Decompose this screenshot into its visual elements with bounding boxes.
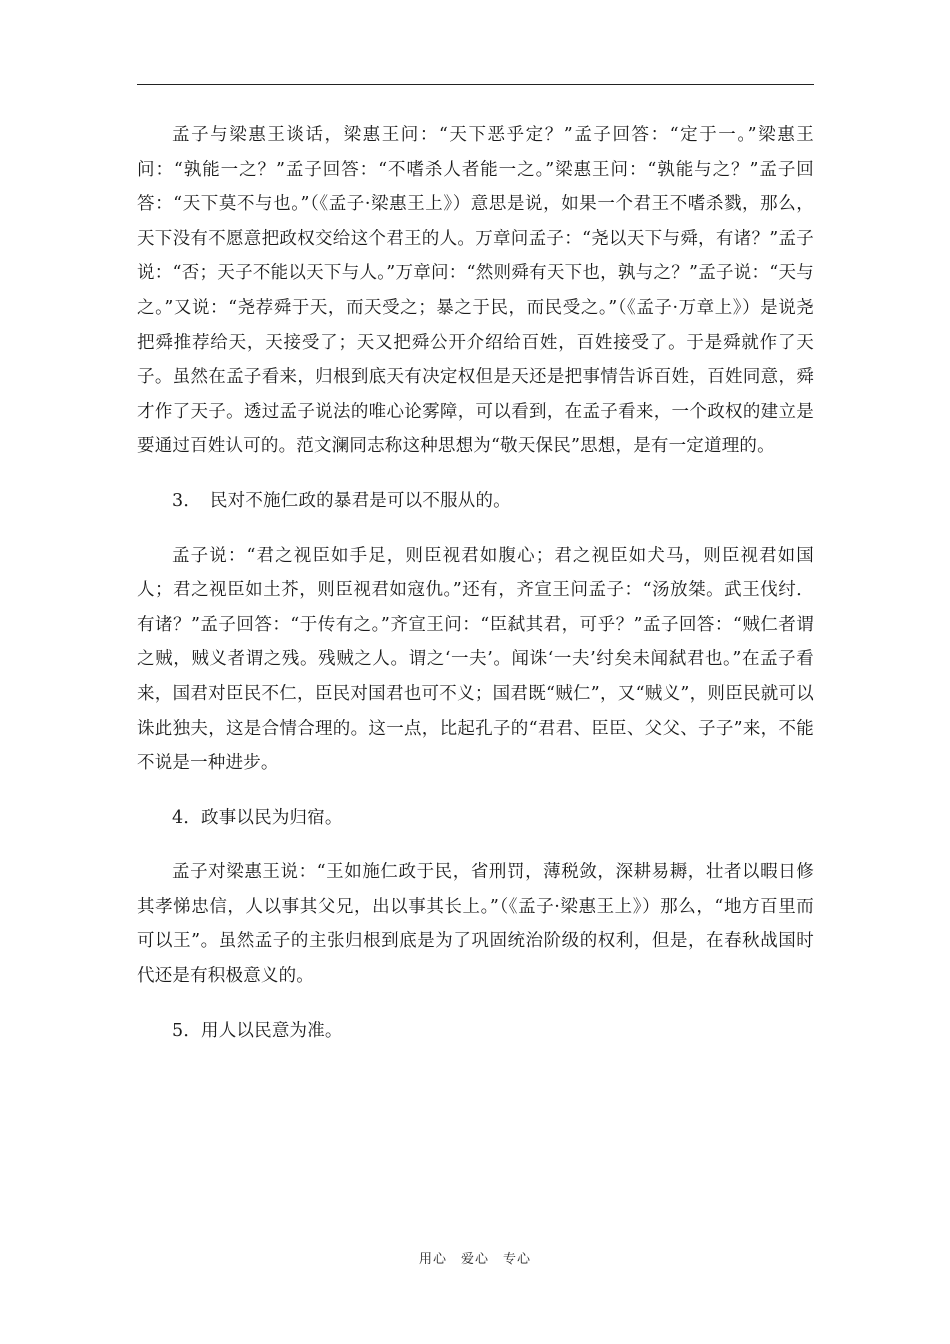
- paragraph: 孟子说：“君之视臣如手足，则臣视君如腹心；君之视臣如犬马，则臣视君如国人；君之视臣如土芥，则臣视君如寇仇。”还有，齐宣王问孟子：“汤放桀。武王伐纣．有诸？”孟子回答：“于传有之。”齐宣王问：“臣弑其君，可乎？”孟子回答：“贼仁者谓之贼，贼义者谓之残。残贼之人。谓之‘一夫’。闻诛‘一夫’纣矣未闻弑君也。”在孟子看来，国君对臣民不仁，臣民对国君也可不义；国君既“贼仁”，又“贼义”，则臣民就可以诛此独夫，这是合情合理的。这一点，比起孔子的“君君、臣臣、父父、子子”来，不能不说是一种进步。: [137, 545, 814, 774]
- header-rule: [137, 84, 814, 85]
- section-heading: 4．政事以民为归宿。: [172, 807, 343, 828]
- section-heading: 5．用人以民意为准。: [172, 1020, 343, 1041]
- paragraph: 孟子与梁惠王谈话，梁惠王问：“天下恶乎定？”孟子回答：“定于一。”梁惠王问：“孰能一之？”孟子回答：“不嗜杀人者能一之。”梁惠王问：“孰能与之？”孟子回答：“天下莫不与也。”（《孟子·梁惠王上》）意思是说，如果一个君王不嗜杀戮，那么，天下没有不愿意把政权交给这个君王的人。万章问孟子：“尧以天下与舜，有诸？”孟子说：“否；天子不能以天下与人。”万章问：“然则舜有天下也，孰与之？”孟子说：“天与之。”又说：“尧荐舜于天，而天受之；暴之于民，而民受之。”（《孟子·万章上》）是说尧把舜推荐给天，天接受了；天又把舜公开介绍给百姓，百姓接受了。于是舜就作了天子。虽然在孟子看来，归根到底天有决定权但是天还是把事情告诉百姓，百姓同意，舜才作了天子。透过孟子说法的唯心论雾障，可以看到，在孟子看来，一个政权的建立是要通过百姓认可的。范文澜同志称这种思想为“敬天保民”思想，是有一定道理的。: [137, 125, 814, 457]
- paragraph: 孟子对梁惠王说：“王如施仁政于民，省刑罚，薄税敛，深耕易耨，壮者以暇日修其孝悌忠信，人以事其父兄，出以事其长上。”（《孟子·梁惠王上》）那么，“地方百里而可以王”。虽然孟子的主张归根到底是为了巩固统治阶级的权利，但是，在春秋战国时代还是有积极意义的。: [137, 862, 814, 987]
- document-body: [137, 118, 814, 1048]
- section-heading: 3． 民对不施仁政的暴君是可以不服从的。: [172, 490, 511, 511]
- page-footer: 用心 爱心 专心: [418, 1252, 531, 1267]
